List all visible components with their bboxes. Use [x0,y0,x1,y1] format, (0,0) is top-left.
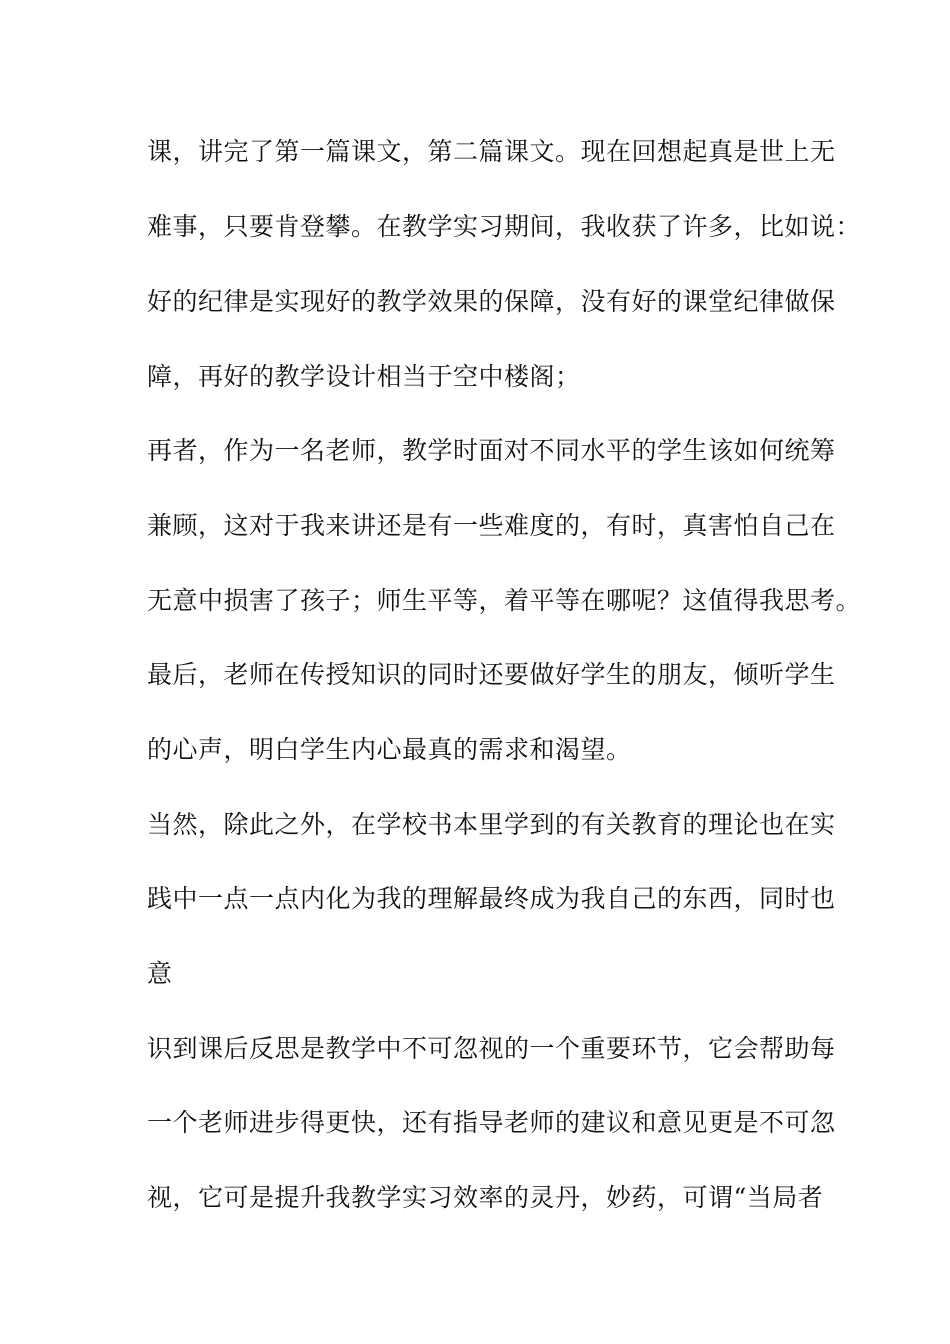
text-line: 当然，除此之外，在学校书本里学到的有关教育的理论也在实 [147,810,836,839]
text-line: 视，它可是提升我教学实习效率的灵丹，妙药，可谓“当局者 [147,1183,824,1212]
text-line: 再者，作为一名老师，教学时面对不同水平的学生该如何统筹 [147,436,836,465]
text-line: 课，讲完了第一篇课文，第二篇课文。现在回想起真是世上无 [147,137,836,166]
text-line: 无意中损害了孩子；师生平等，着平等在哪呢？这值得我思考。 [147,586,862,615]
text-line: 最后，老师在传授知识的同时还要做好学生的朋友，倾听学生 [147,660,836,689]
text-line: 障，再好的教学设计相当于空中楼阁； [147,362,581,391]
text-line: 一个老师进步得更快，还有指导老师的建议和意见更是不可忽 [147,1108,836,1137]
text-line: 意 [147,959,173,988]
text-line: 践中一点一点内化为我的理解最终成为我自己的东西，同时也 [147,884,836,913]
text-line: 难事，只要肯登攀。在教学实习期间，我收获了许多，比如说： [147,212,862,241]
text-line: 的心声，明白学生内心最真的需求和渴望。 [147,735,632,764]
text-line: 兼顾，这对于我来讲还是有一些难度的，有时，真害怕自己在 [147,511,836,540]
text-line: 识到课后反思是教学中不可忽视的一个重要环节，它会帮助每 [147,1034,836,1063]
text-line: 好的纪律是实现好的教学效果的保障，没有好的课堂纪律做保 [147,287,836,316]
